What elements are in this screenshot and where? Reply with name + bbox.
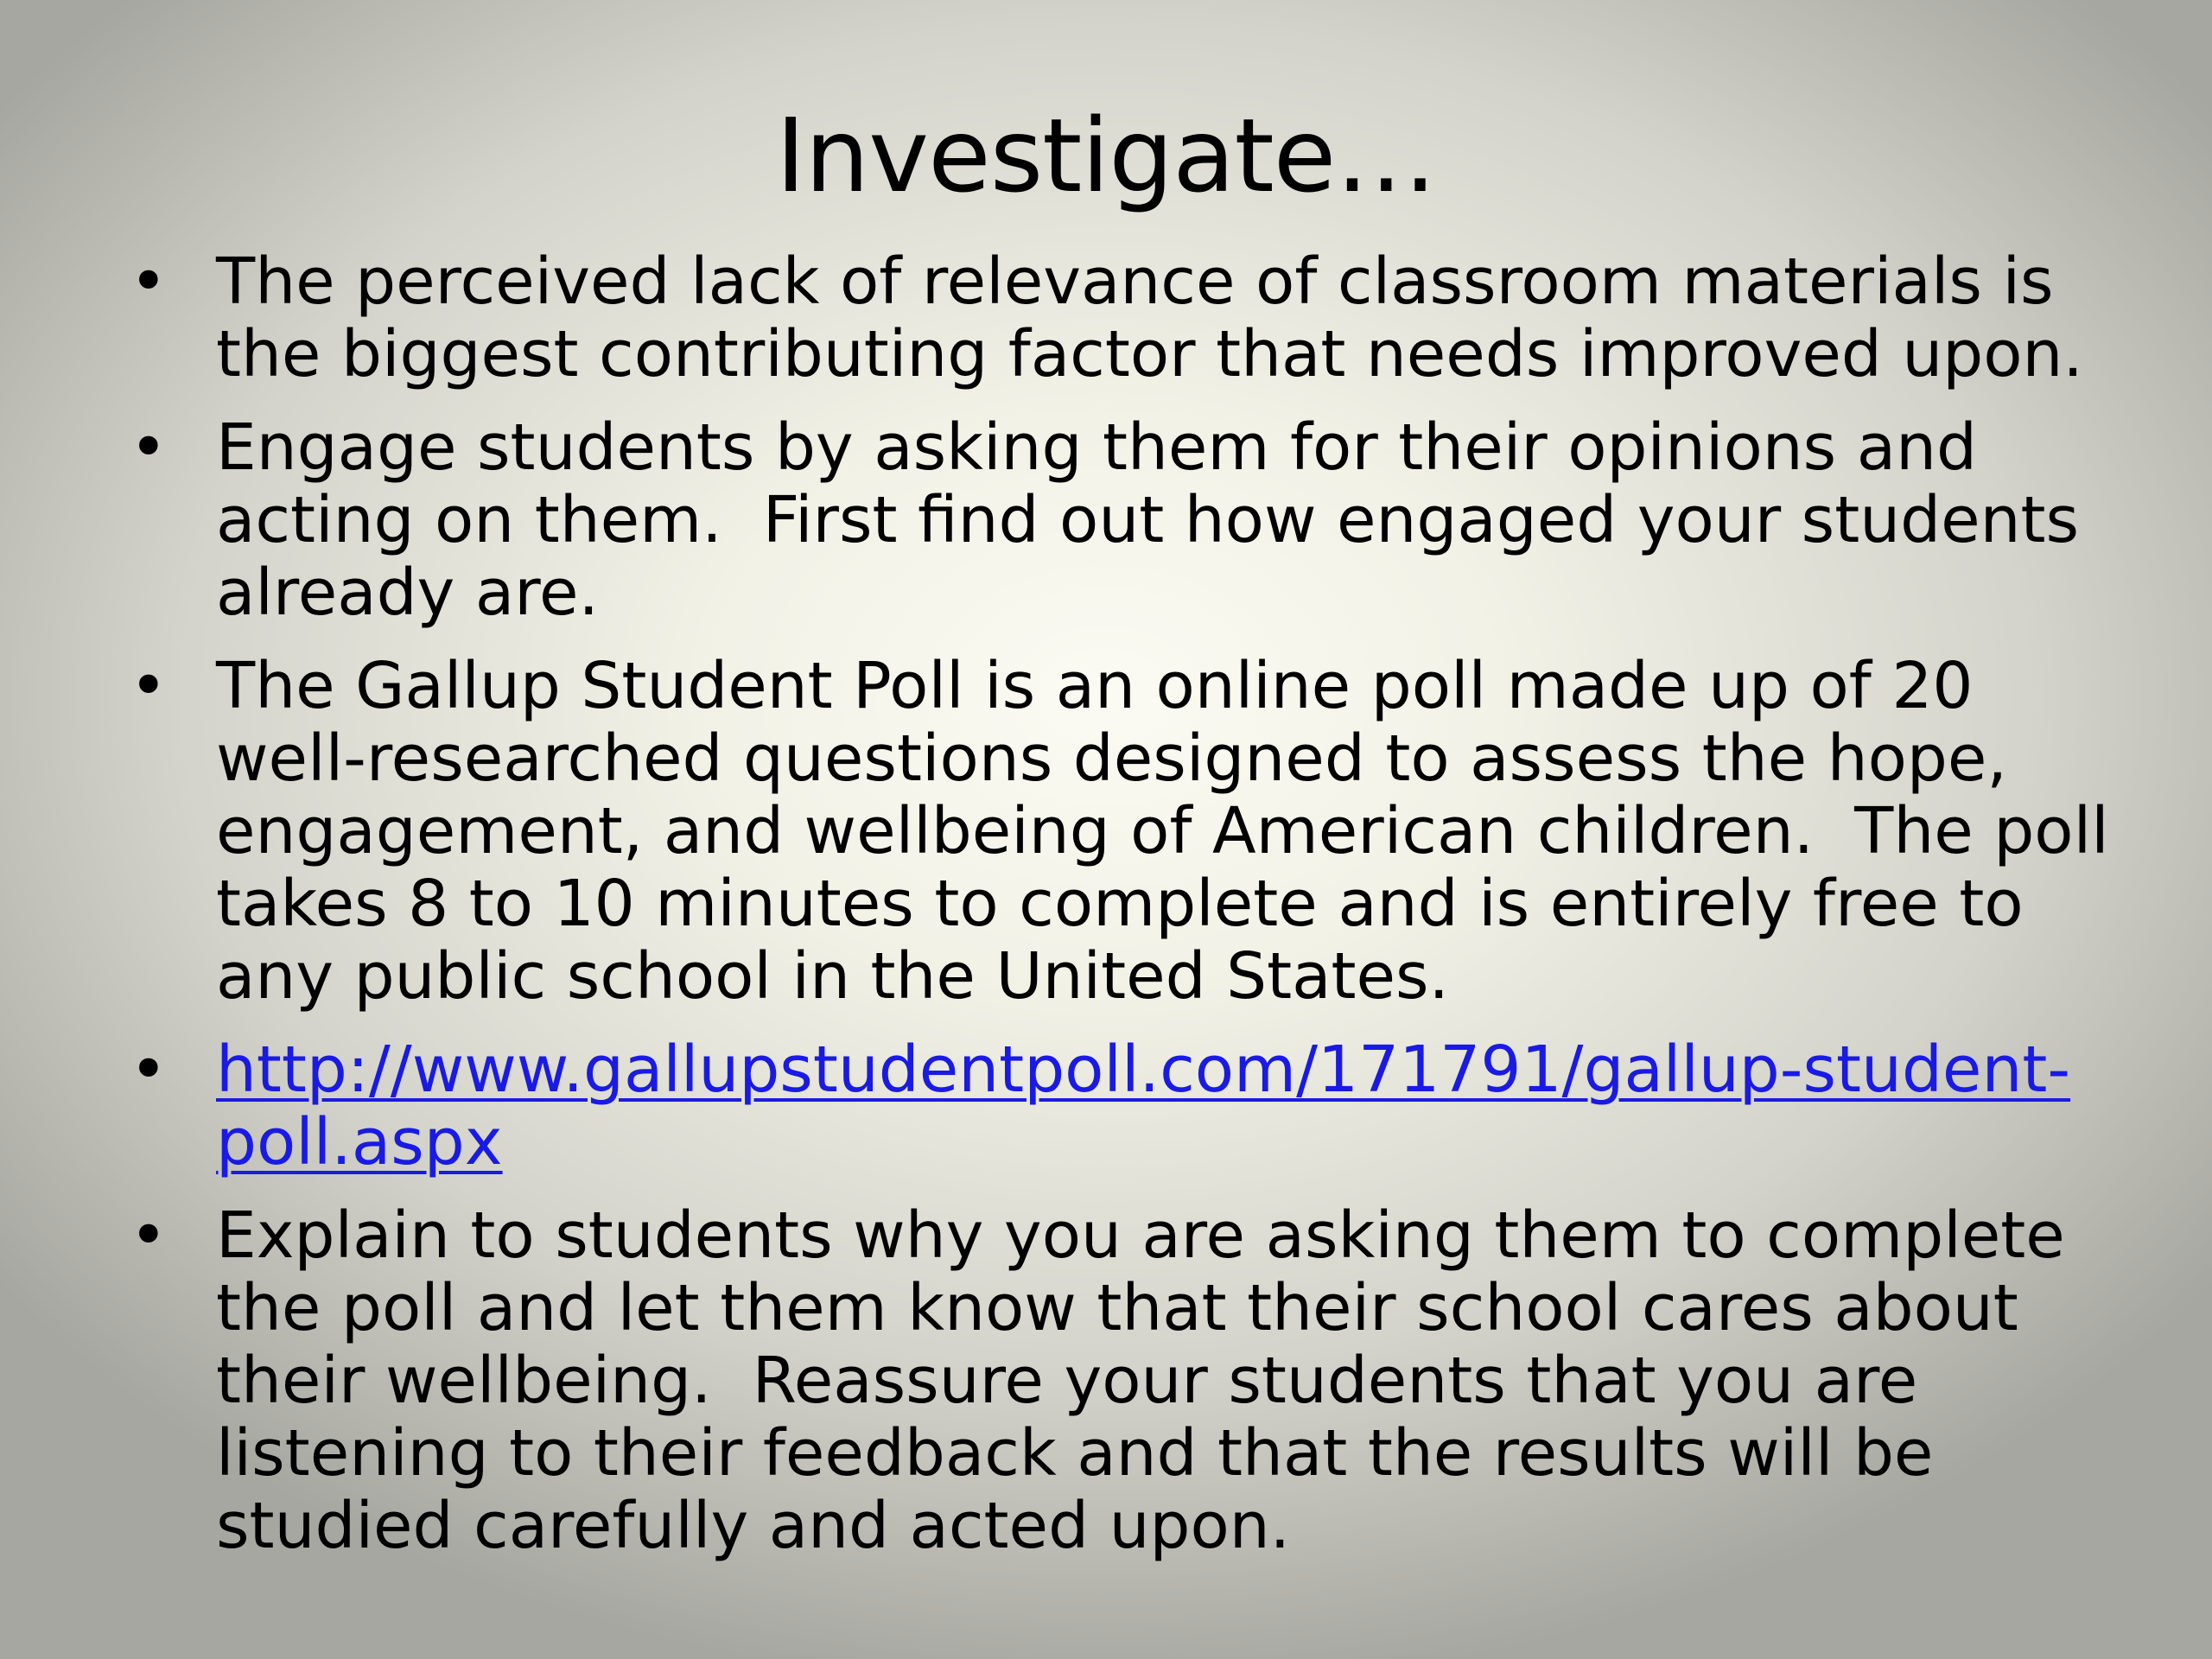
bullet-line: The Gallup Student Poll is an online poll made up of 20 <box>216 649 1974 723</box>
link-line[interactable]: poll.aspx <box>216 1105 503 1179</box>
bullet-dot-icon: • <box>130 649 168 723</box>
bullet-dot-icon: • <box>130 245 168 319</box>
bullet-line: any public school in the United States. <box>216 939 1450 1014</box>
bullet-dot-icon: • <box>130 410 168 485</box>
bullet-item-link <box>130 1033 2117 1179</box>
bullet-text <box>216 245 2117 391</box>
bullet-line: Explain to students why you are asking them to complete <box>216 1198 2065 1273</box>
bullet-line: acting on them. First find out how engaged your students <box>216 483 2080 557</box>
bullet-item-explain <box>130 1199 2117 1562</box>
bullet-text <box>216 1199 2117 1562</box>
bullet-item-relevance <box>130 245 2117 391</box>
bullet-line: listening to their feedback and that the results will be <box>216 1416 1934 1491</box>
gallup-poll-link[interactable] <box>216 1033 2070 1179</box>
bullet-item-gallup-poll <box>130 650 2117 1013</box>
bullet-line: the biggest contributing factor that needs improved upon. <box>216 317 2083 391</box>
bullet-text <box>216 411 2117 629</box>
bullet-text <box>216 650 2117 1013</box>
bullet-list <box>130 245 2117 1583</box>
bullet-line: The perceived lack of relevance of classroom materials is <box>216 245 2054 319</box>
bullet-line: well-researched questions designed to assess the hope, <box>216 721 2007 796</box>
slide-title: Investigate… <box>775 96 1437 215</box>
bullet-item-engage <box>130 411 2117 629</box>
bullet-line: already are. <box>216 556 600 630</box>
bullet-dot-icon: • <box>130 1198 168 1273</box>
link-line[interactable]: http://www.gallupstudentpoll.com/171791/gallup-student- <box>216 1033 2071 1107</box>
bullet-line: engagement, and wellbeing of American children. The poll <box>216 794 2109 868</box>
bullet-line: takes 8 to 10 minutes to complete and is entirely free to <box>216 867 2024 941</box>
bullet-line: their wellbeing. Reassure your students that you are <box>216 1344 1918 1418</box>
bullet-line: the poll and let them know that their school cares about <box>216 1271 2018 1345</box>
bullet-line: Engage students by asking them for their opinions and <box>216 410 1977 485</box>
bullet-text <box>216 1033 2117 1179</box>
bullet-line: studied carefully and acted upon. <box>216 1489 1291 1563</box>
bullet-dot-icon: • <box>130 1033 168 1107</box>
